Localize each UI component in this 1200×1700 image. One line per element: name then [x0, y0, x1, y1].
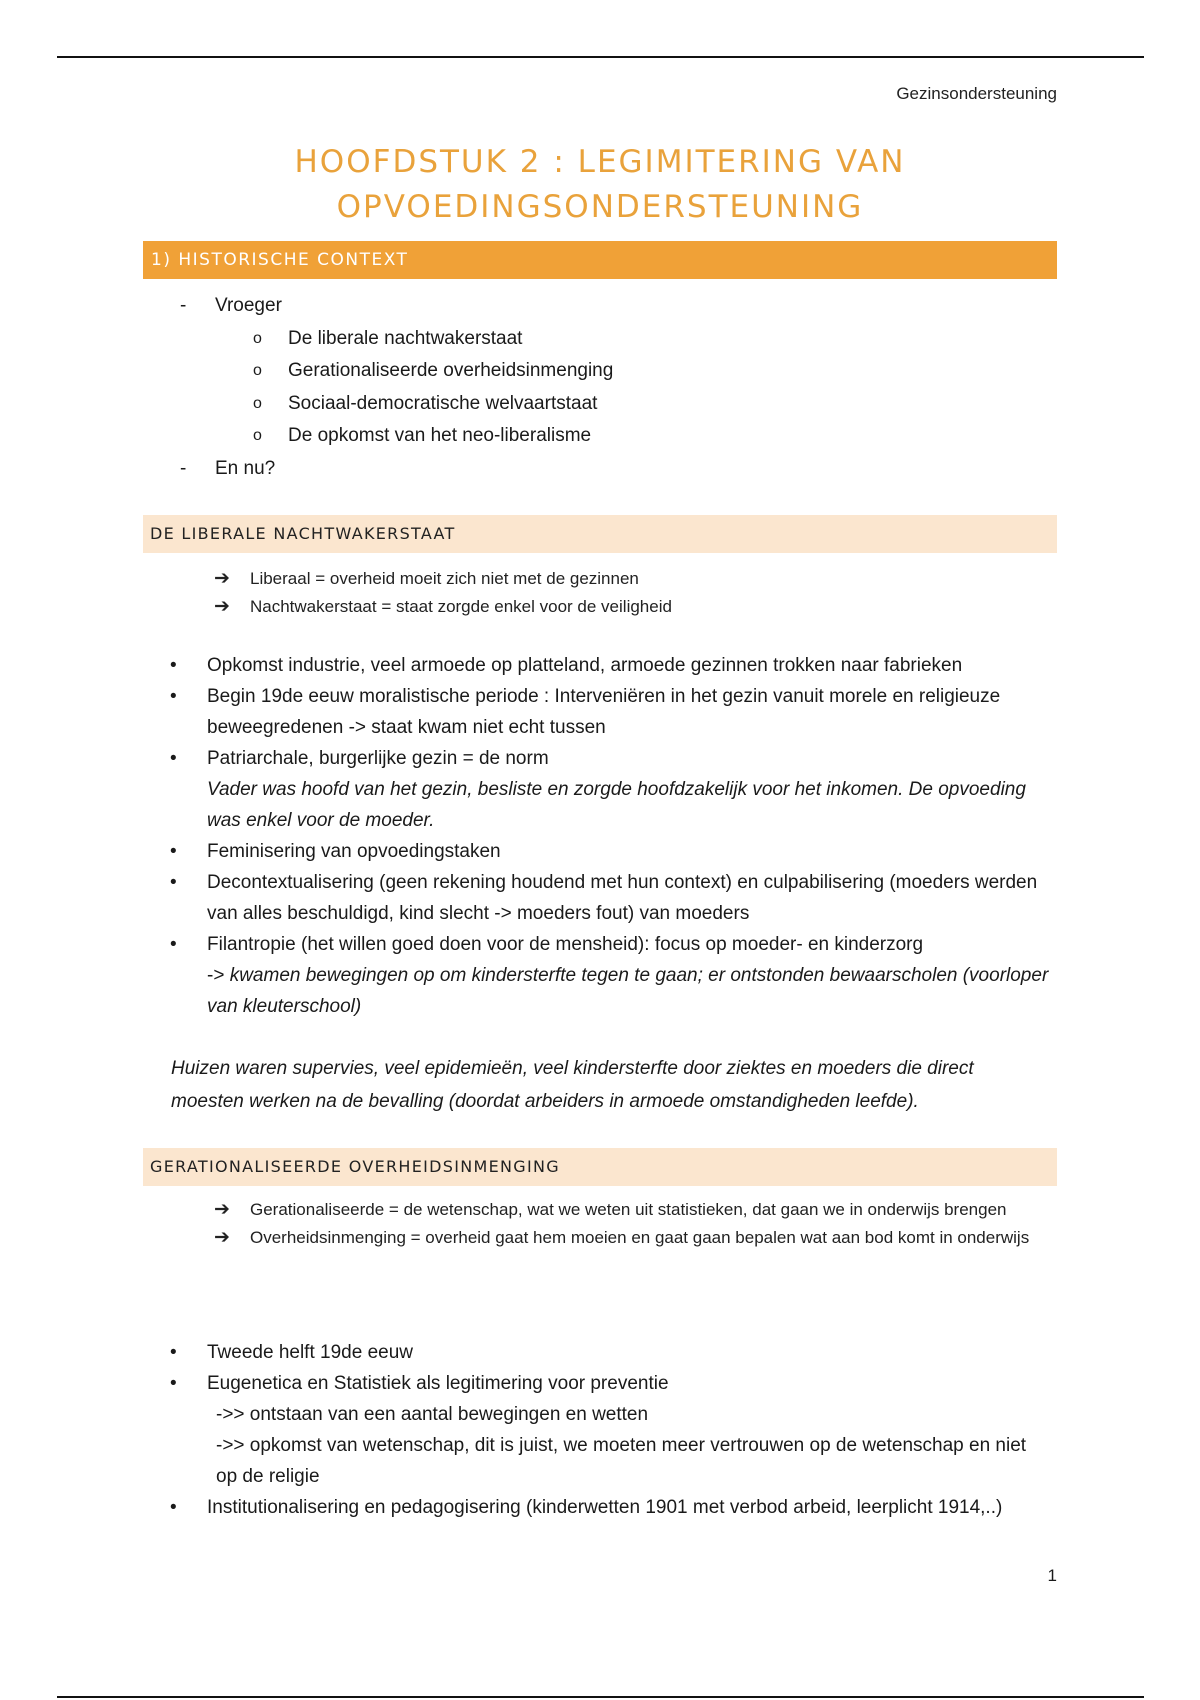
bullet-marker: • [170, 934, 177, 955]
bullet-marker: • [170, 1373, 177, 1394]
circle-marker: o [253, 329, 262, 347]
bullet-italic-text: kwamen bewegingen op om kindersterfte tegen te gaan; er ontstonden bewaarscholen (voorloper van kleuterschool) [207, 965, 1049, 1017]
list-item-text: En nu? [215, 457, 276, 479]
arrow-icon: ➔ [214, 1199, 230, 1220]
bullet-italic-text: Vader was hoofd van het gezin, besliste en zorgde hoofdzakelijk voor het inkomen. De opvoeding was enkel voor de moeder. [207, 779, 1026, 831]
section-heading-gerationaliseerde: GERATIONALISEERDE OVERHEIDSINMENGING [143, 1148, 1057, 1186]
circle-marker: o [253, 427, 262, 444]
bullet-item [170, 650, 1050, 681]
sub-list-item-text: De opkomst van het neo-liberalisme [288, 425, 592, 446]
chapter-title-line1: HOOFDSTUK 2 : LEGIMITERING VAN [294, 144, 906, 180]
bullet-text: Begin 19de eeuw moralistische periode : Interveniëren in het gezin vanuit morele en religieuze beweegredenen -> staat kwam niet echt tussen [207, 686, 1001, 738]
bullet-text: Feminisering van opvoedingstaken [207, 841, 501, 862]
bullet-item [170, 681, 1050, 743]
dash-marker: - [180, 457, 187, 479]
dash-marker: - [180, 295, 187, 316]
bullet-marker: • [170, 686, 177, 707]
bullet-text: Opkomst industrie, veel armoede op platteland, armoede gezinnen trokken naar fabrieken [207, 655, 963, 676]
definition-text: Overheidsinmenging = overheid gaat hem moeien en gaat gaan bepalen wat aan bod komt in onderwijs [250, 1228, 1030, 1247]
sub-list-item [175, 388, 613, 421]
chapter-title-line2: OPVOEDINGSONDERSTEUNING [336, 189, 864, 225]
bullet-marker: • [170, 841, 177, 862]
bullet-item [170, 836, 1050, 867]
page-number: 1 [1047, 1566, 1057, 1585]
definition-text: Liberaal = overheid moeit zich niet met de gezinnen [250, 569, 639, 588]
bullet-text: Decontextualisering (geen rekening houdend met hun context) en culpabilisering (moeders werden van alles beschuldigd, kind slecht -> moeders fout) van moeders [207, 872, 1038, 924]
bullet-marker: • [170, 1342, 177, 1363]
bullet-text: Patriarchale, burgerlijke gezin = de norm [207, 748, 549, 769]
bullet-marker: • [170, 655, 177, 676]
bullet-item [170, 743, 1050, 836]
top-rule [57, 56, 1144, 58]
circle-marker: o [253, 394, 262, 412]
sub-list-item-text: Sociaal-democratische welvaartstaat [288, 392, 598, 414]
bullet-marker: • [170, 748, 177, 769]
bottom-rule [57, 1696, 1144, 1698]
bullet-item [170, 867, 1050, 929]
arrow-icon: ➔ [214, 596, 230, 617]
bullet-text: Filantropie (het willen goed doen voor de mensheid): focus op moeder- en kinderzorg [207, 934, 924, 955]
section-heading-nachtwakerstaat: DE LIBERALE NACHTWAKERSTAAT [143, 515, 1057, 553]
bullet-item [170, 1492, 1050, 1523]
list-item-text: Vroeger [215, 295, 282, 316]
definition-item [214, 565, 1034, 593]
circle-marker: o [253, 362, 262, 379]
nachtwaker-bullets [170, 650, 1050, 1022]
arrow-icon: ➔ [214, 1227, 230, 1248]
gerationaliseerde-definitions [214, 1196, 1034, 1252]
bullet-text: Institutionalisering en pedagogisering (kinderwetten 1901 met verbod arbeid, leerplicht 1914,..) [207, 1497, 1003, 1518]
bullet-item [170, 1368, 1050, 1399]
definition-item [214, 1224, 1034, 1252]
bullet-text: Tweede helft 19de eeuw [207, 1342, 413, 1363]
chapter-title [143, 140, 1057, 230]
definition-item [214, 1196, 1034, 1224]
sub-list-item-text: Gerationaliseerde overheidsinmenging [288, 360, 614, 381]
sub-list-item [175, 355, 613, 388]
bullet-item [170, 1337, 1050, 1368]
bullet-marker: • [170, 872, 177, 893]
definition-text: Nachtwakerstaat = staat zorgde enkel voor de veiligheid [250, 597, 672, 616]
italic-note: Huizen waren supervies, veel epidemieën, veel kindersterfte door ziektes en moeders die direct moesten werken na de bevalling (doordat arbeiders in armoede omstandigheden leefde). [171, 1058, 974, 1112]
nachtwaker-definitions [214, 565, 1034, 621]
list-item [175, 453, 613, 486]
section-heading-historische-context: 1) HISTORISCHE CONTEXT [143, 241, 1057, 279]
sub-note: ->> opkomst van wetenschap, dit is juist, we moeten meer vertrouwen op de wetenschap en niet op de religie [216, 1435, 1027, 1487]
running-header: Gezinsondersteuning [896, 84, 1057, 103]
sub-list-item [175, 323, 613, 356]
bullet-item [170, 929, 1050, 1022]
bullet-text: Eugenetica en Statistiek als legitimering voor preventie [207, 1373, 669, 1394]
bullet-arrow-prefix: -> [207, 965, 230, 986]
bullet-marker: • [170, 1497, 177, 1518]
definition-item [214, 593, 1034, 621]
sub-list-item [175, 420, 613, 453]
sub-list-item-text: De liberale nachtwakerstaat [288, 327, 523, 349]
arrow-icon: ➔ [214, 568, 230, 589]
sub-note: ->> ontstaan van een aantal bewegingen en wetten [216, 1404, 649, 1425]
gerationaliseerde-bullets [170, 1337, 1050, 1523]
definition-text: Gerationaliseerde = de wetenschap, wat we weten uit statistieken, dat gaan we in onderwijs brengen [250, 1200, 1007, 1219]
list-item [175, 290, 613, 323]
historische-context-list [175, 290, 613, 485]
